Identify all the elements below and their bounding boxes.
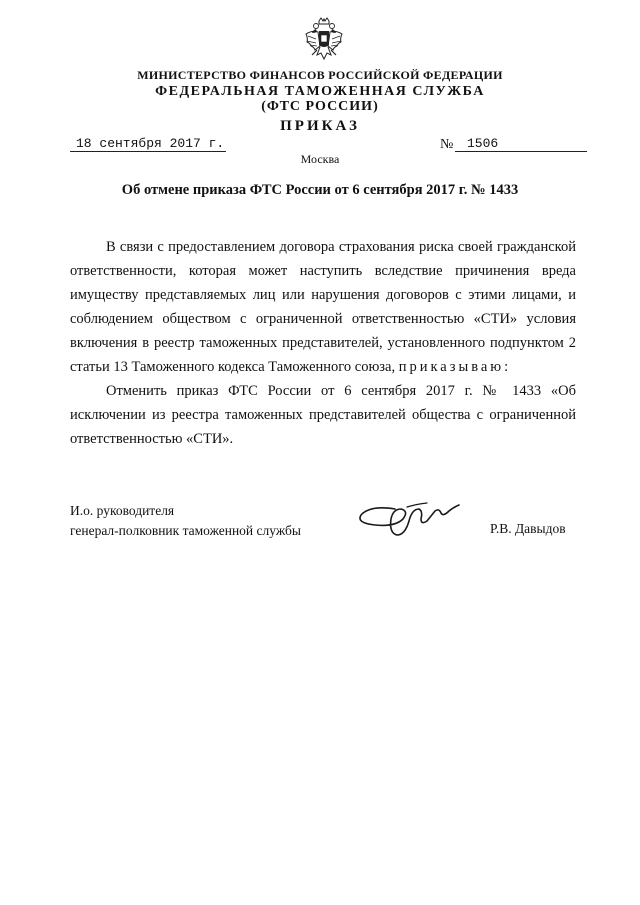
order-word: приказываю:: [398, 359, 512, 375]
number-sign: №: [440, 137, 454, 152]
paragraph-1: [70, 235, 576, 379]
position-line-2: генерал-полковник таможенной службы: [70, 523, 301, 538]
paragraph-1-text: В связи с предоставлением договора страхования риска своей гражданской ответственности, которая может наступить вследствие причинения вреда имуществу представляемых лиц или нарушения договоров с этими лицами, и соблюдением обществом с ограниченной ответственностью «СТИ» условия включения в реестр таможенных представителей, установленного подпунктом 2 статьи 13 Таможенного кодекса Таможенного союза,: [70, 239, 576, 375]
signatory-name: Р.В. Давыдов: [490, 521, 566, 536]
paragraph-2: Отменить приказ ФТС России от 6 сентября 2017 г. № 1433 «Об исключении из реестра таможенных представителей общества с ограниченной ответственностью «СТИ».: [70, 383, 576, 447]
order-date: 18 сентября 2017 г.: [70, 137, 226, 152]
document-body: [70, 235, 576, 451]
document-title: Об отмене приказа ФТС России от 6 сентября 2017 г. № 1433: [121, 182, 519, 198]
service-name: ФЕДЕРАЛЬНАЯ ТАМОЖЕННАЯ СЛУЖБА: [155, 84, 485, 99]
document-type: ПРИКАЗ: [280, 118, 360, 134]
service-short-name: (ФТС РОССИИ): [261, 99, 379, 114]
order-number: 1506: [455, 137, 587, 152]
handwritten-signature: [355, 493, 475, 541]
position-line-1: И.о. руководителя: [70, 503, 175, 518]
signatory-position: [70, 501, 301, 541]
ministry-name: МИНИСТЕРСТВО ФИНАНСОВ РОССИЙСКОЙ ФЕДЕРАЦИИ: [137, 68, 503, 82]
russian-coat-of-arms-icon: [304, 17, 344, 65]
city: Москва: [300, 152, 340, 166]
